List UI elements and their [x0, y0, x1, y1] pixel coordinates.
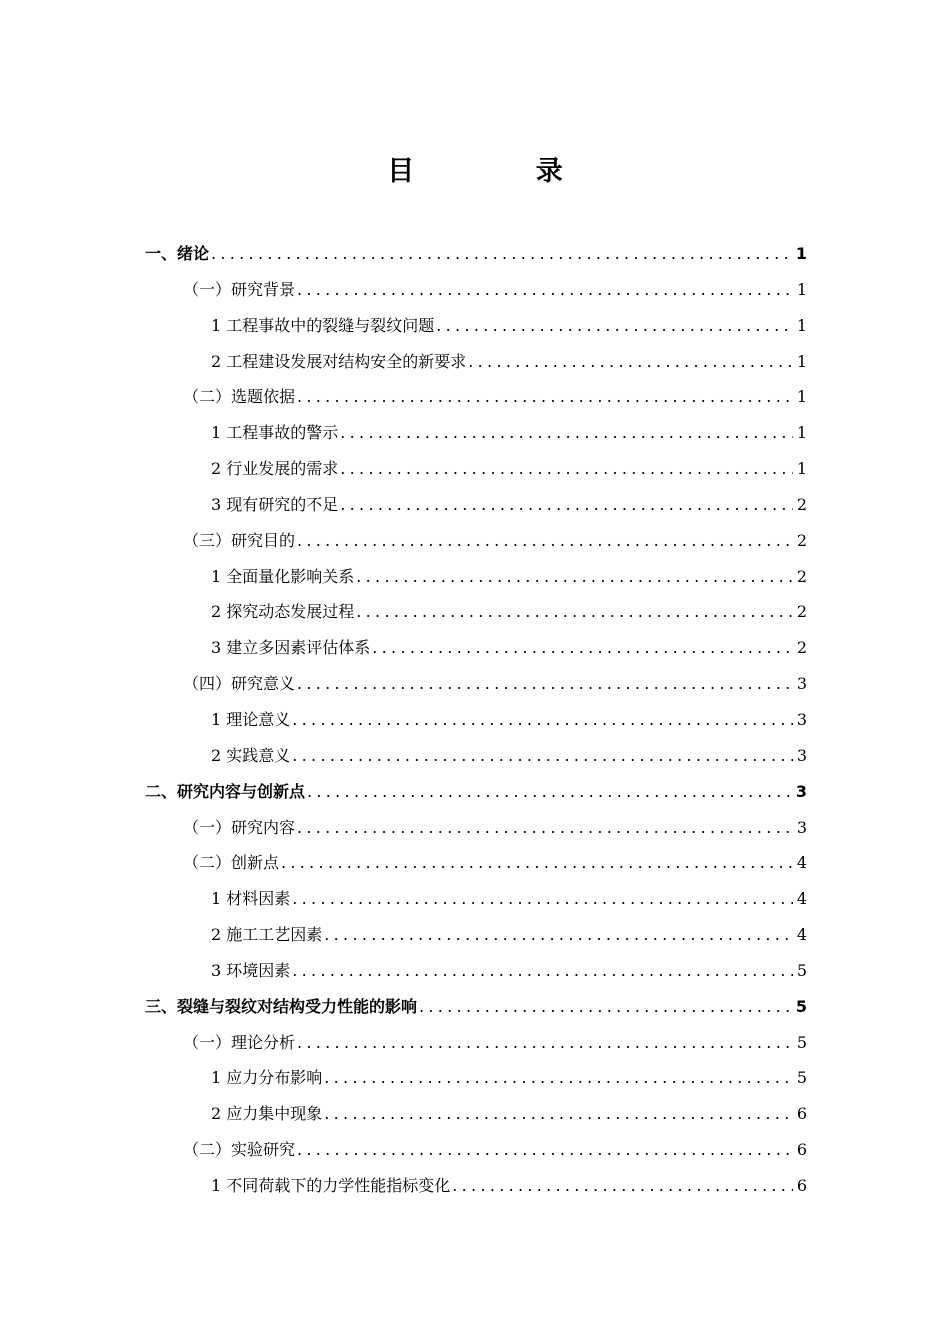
toc-leader-dots: [436, 308, 793, 344]
toc-entry[interactable]: [145, 845, 807, 881]
table-of-contents: [145, 236, 807, 1204]
toc-leader-dots: [292, 702, 793, 738]
toc-entry[interactable]: [145, 487, 807, 523]
toc-leader-dots: [324, 917, 793, 953]
toc-entry-label: 2 工程建设发展对结构安全的新要求: [211, 351, 467, 371]
toc-entry[interactable]: [145, 881, 807, 917]
toc-entry-page-number: 5: [796, 1032, 807, 1052]
toc-leader-dots: [468, 344, 793, 380]
page-title: 目 录: [387, 156, 619, 187]
toc-entry-label: （四）研究意义: [183, 674, 296, 694]
toc-entry-label: 3 建立多因素评估体系: [211, 638, 371, 658]
toc-leader-dots: [340, 487, 793, 523]
toc-leader-dots: [419, 989, 792, 1025]
toc-entry-page-number: 6: [796, 1140, 807, 1160]
toc-entry-page-number: 6: [796, 1104, 807, 1124]
toc-entry-label: 1 工程事故中的裂缝与裂纹问题: [211, 315, 435, 335]
toc-entry[interactable]: [145, 702, 807, 738]
toc-entry-page-number: 1: [796, 279, 807, 299]
toc-entry-page-number: 3: [796, 709, 807, 729]
toc-leader-dots: [324, 1096, 793, 1132]
toc-entry[interactable]: [145, 1132, 807, 1168]
toc-entry-page-number: 1: [796, 315, 807, 335]
toc-entry[interactable]: [145, 415, 807, 451]
toc-entry[interactable]: [145, 1168, 807, 1204]
toc-entry-page-number: 2: [796, 602, 807, 622]
toc-entry-label: （二）创新点: [183, 853, 280, 873]
toc-leader-dots: [297, 379, 793, 415]
toc-entry-label: 1 不同荷载下的力学性能指标变化: [211, 1175, 451, 1195]
toc-entry-label: 一、绪论: [145, 244, 210, 263]
toc-leader-dots: [356, 594, 793, 630]
toc-leader-dots: [292, 881, 793, 917]
toc-entry[interactable]: [145, 308, 807, 344]
toc-entry[interactable]: [145, 989, 807, 1025]
toc-entry-page-number: 1: [796, 423, 807, 443]
toc-entry[interactable]: [145, 774, 807, 810]
toc-entry[interactable]: [145, 344, 807, 380]
toc-entry-page-number: 3: [796, 745, 807, 765]
toc-entry-page-number: 3: [795, 781, 807, 801]
toc-entry-page-number: 1: [795, 244, 807, 263]
toc-leader-dots: [297, 666, 793, 702]
toc-entry-page-number: 2: [796, 530, 807, 550]
toc-entry-label: （一）研究内容: [183, 817, 296, 837]
toc-entry-page-number: 4: [796, 925, 807, 945]
toc-entry-label: （二）选题依据: [183, 387, 296, 407]
toc-entry-page-number: 3: [796, 817, 807, 837]
toc-entry[interactable]: [145, 953, 807, 989]
toc-entry-label: 1 材料因素: [211, 889, 291, 909]
toc-leader-dots: [292, 738, 793, 774]
toc-leader-dots: [307, 774, 792, 810]
toc-entry-label: （二）实验研究: [183, 1140, 296, 1160]
toc-entry[interactable]: [145, 451, 807, 487]
toc-entry-page-number: 3: [796, 674, 807, 694]
toc-entry-label: 二、研究内容与创新点: [145, 781, 306, 801]
toc-leader-dots: [356, 559, 793, 595]
toc-entry-page-number: 5: [795, 996, 807, 1016]
toc-entry-label: 1 应力分布影响: [211, 1068, 323, 1088]
toc-entry-label: 1 工程事故的警示: [211, 423, 339, 443]
toc-entry-page-number: 2: [796, 566, 807, 586]
toc-entry[interactable]: [145, 666, 807, 702]
toc-entry-label: （三）研究目的: [183, 530, 296, 550]
toc-entry-label: 1 全面量化影响关系: [211, 566, 355, 586]
toc-leader-dots: [292, 953, 793, 989]
toc-leader-dots: [211, 236, 792, 272]
toc-entry[interactable]: [145, 523, 807, 559]
toc-entry-page-number: 5: [796, 1068, 807, 1088]
toc-entry-page-number: 1: [796, 459, 807, 479]
toc-entry-page-number: 4: [796, 853, 807, 873]
toc-leader-dots: [324, 1060, 793, 1096]
toc-leader-dots: [297, 272, 793, 308]
toc-entry-label: 3 现有研究的不足: [211, 494, 339, 514]
toc-leader-dots: [452, 1168, 793, 1204]
toc-entry[interactable]: [145, 379, 807, 415]
toc-entry-label: （一）理论分析: [183, 1032, 296, 1052]
toc-entry[interactable]: [145, 738, 807, 774]
toc-entry-label: 3 环境因素: [211, 960, 291, 980]
toc-leader-dots: [297, 810, 793, 846]
toc-entry-label: 三、裂缝与裂纹对结构受力性能的影响: [145, 996, 418, 1016]
toc-entry-page-number: 5: [796, 960, 807, 980]
toc-leader-dots: [297, 1132, 793, 1168]
toc-leader-dots: [340, 451, 793, 487]
toc-entry-page-number: 1: [796, 351, 807, 371]
toc-entry-label: 2 施工工艺因素: [211, 925, 323, 945]
toc-entry-label: 1 理论意义: [211, 709, 291, 729]
toc-entry-label: 2 实践意义: [211, 745, 291, 765]
toc-leader-dots: [297, 523, 793, 559]
toc-entry-label: 2 应力集中现象: [211, 1104, 323, 1124]
toc-entry-page-number: 2: [796, 494, 807, 514]
toc-entry[interactable]: [145, 917, 807, 953]
toc-entry[interactable]: [145, 1025, 807, 1061]
toc-entry-page-number: 2: [796, 638, 807, 658]
toc-leader-dots: [372, 630, 793, 666]
toc-entry-page-number: 4: [796, 889, 807, 909]
toc-entry-page-number: 1: [796, 387, 807, 407]
toc-entry-label: （一）研究背景: [183, 279, 296, 299]
toc-entry[interactable]: [145, 559, 807, 595]
toc-entry[interactable]: [145, 1096, 807, 1132]
toc-entry[interactable]: [145, 630, 807, 666]
toc-entry[interactable]: [145, 236, 807, 272]
toc-entry[interactable]: [145, 810, 807, 846]
toc-entry-page-number: 6: [796, 1175, 807, 1195]
toc-entry[interactable]: [145, 272, 807, 308]
toc-leader-dots: [340, 415, 793, 451]
toc-entry[interactable]: [145, 1060, 807, 1096]
toc-entry-label: 2 探究动态发展过程: [211, 602, 355, 622]
toc-entry[interactable]: [145, 594, 807, 630]
toc-leader-dots: [281, 845, 793, 881]
toc-entry-label: 2 行业发展的需求: [211, 459, 339, 479]
toc-leader-dots: [297, 1025, 793, 1061]
